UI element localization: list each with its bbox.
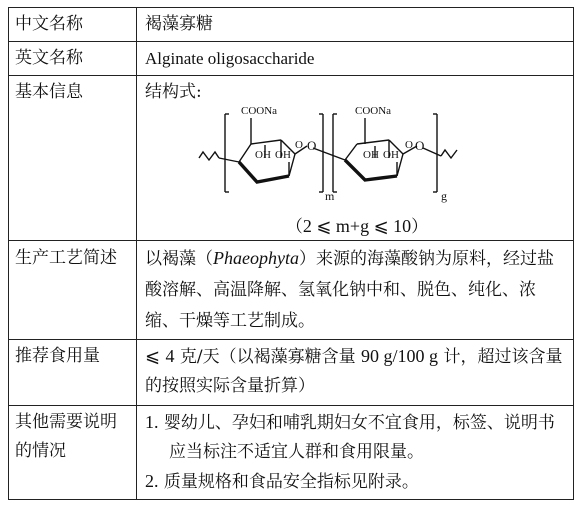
note-item-2 (145, 467, 569, 497)
dosage-label: 推荐食用量 (9, 340, 137, 406)
chinese-name-value: 褐藻寡糖 (137, 8, 574, 42)
range-open-paren: （ (285, 217, 303, 237)
english-name-value: Alginate oligosaccharide (137, 42, 574, 76)
hydroxyl-left-2: OH (275, 149, 291, 161)
process-text-start: 以褐藻（ (145, 249, 213, 269)
notes-list (145, 408, 569, 497)
subscript-m: m (325, 189, 335, 203)
row-dosage (9, 340, 574, 406)
dosage-content: 90 g/100 g (361, 346, 439, 366)
note-number-1: 1. (145, 412, 159, 432)
basic-info-value (137, 76, 574, 241)
info-table (8, 7, 574, 500)
note-item-1 (145, 408, 569, 467)
process-latin-name: Phaeophyta (213, 248, 299, 268)
dosage-prefix: ⩽ (145, 346, 161, 366)
bridge-oxygen: O (307, 138, 317, 153)
carboxyl-group-left: COONa (241, 105, 278, 117)
note-text-1: 婴幼儿、孕妇和哺乳期妇女不宜食用，标签、说明书应当标注不适宜人群和食用限量。 (158, 413, 555, 462)
ring-oxygen-left: O (295, 139, 303, 151)
chemical-structure (185, 100, 515, 208)
process-value (137, 241, 574, 340)
row-english-name (9, 42, 574, 76)
note-number-2: 2. (145, 471, 159, 491)
degree-range (145, 212, 569, 242)
row-chinese-name (9, 8, 574, 42)
hydroxyl-left-1: OH (255, 149, 271, 161)
notes-label: 其他需要说明的情况 (9, 406, 137, 500)
formula-label: 结构式: (145, 82, 202, 102)
dosage-suffix: 计，超过该含量的按照实际含量折算） (145, 347, 563, 396)
process-text-end: ）来源的海藻酸钠为原料，经过盐酸溶解、高温降解、氢氧化钠中和、脱色、纯化、浓缩、干燥等工艺制成。 (145, 249, 554, 331)
note-text-2: 质量规格和食品安全指标见附录。 (158, 472, 419, 492)
basic-info-label: 基本信息 (9, 76, 137, 241)
range-expression: 2 ⩽ m+g ⩽ 10 (302, 216, 412, 236)
row-notes (9, 406, 574, 500)
chinese-name-label: 中文名称 (9, 8, 137, 42)
carboxyl-group-right: COONa (355, 105, 392, 117)
dosage-unit: 克/天（以褐藻寡糖含量 (174, 347, 362, 367)
range-close-paren: ） (411, 217, 429, 237)
dosage-amount: 4 (165, 346, 175, 366)
process-label: 生产工艺简述 (9, 241, 137, 340)
structural-formula (145, 78, 569, 238)
english-name-label: 英文名称 (9, 42, 137, 76)
row-basic-info (9, 76, 574, 241)
row-process (9, 241, 574, 340)
ring-oxygen-right: O (405, 139, 413, 151)
notes-value (137, 406, 574, 500)
dosage-value (137, 340, 574, 406)
hydroxyl-right-1: OH (363, 149, 379, 161)
bridge-oxygen-right: O (415, 138, 425, 153)
hydroxyl-right-2: OH (383, 149, 399, 161)
subscript-g: g (441, 189, 447, 203)
